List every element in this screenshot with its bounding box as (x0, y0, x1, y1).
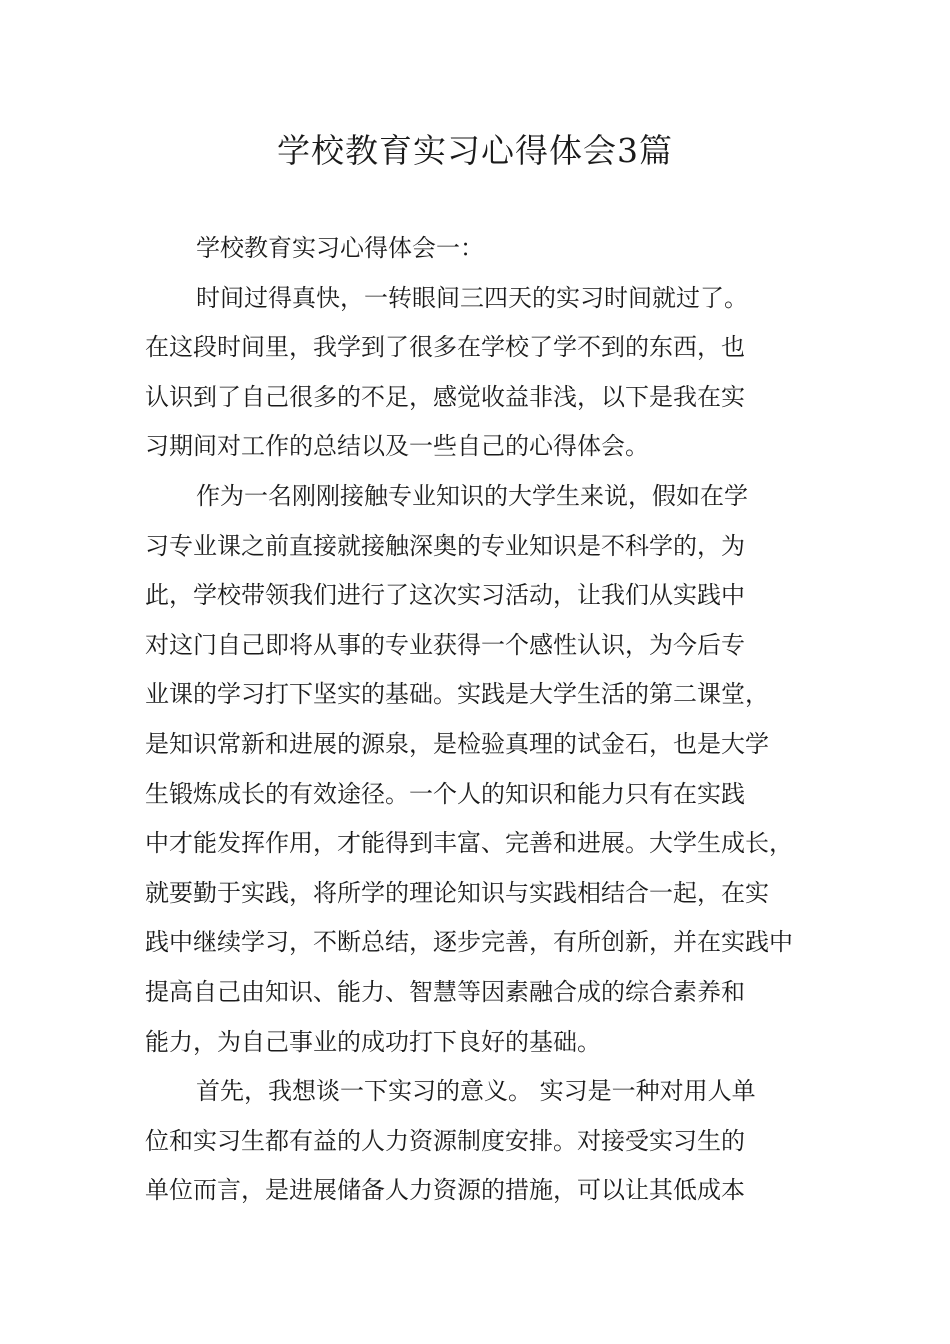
text-line: 对这门自己即将从事的专业获得一个感性认识，为今后专 (145, 630, 745, 659)
text-line: 能力，为自己事业的成功打下良好的基础。 (145, 1027, 601, 1056)
text-line: 是知识常新和进展的源泉，是检验真理的试金石，也是大学 (145, 729, 769, 758)
text-line: 践中继续学习，不断总结，逐步完善，有所创新，并在实践中 (145, 928, 793, 957)
text-line: 中才能发挥作用，才能得到丰富、完善和进展。大学生成长， (145, 829, 793, 858)
text-line: 此，学校带领我们进行了这次实习活动，让我们从实践中 (145, 581, 745, 610)
text-line: 认识到了自己很多的不足，感觉收益非浅，以下是我在实 (145, 382, 745, 411)
document-body (145, 224, 810, 1216)
text-line: 时间过得真快，一转眼间三四天的实习时间就过了。 (196, 283, 748, 312)
text-line: 作为一名刚刚接触专业知识的大学生来说，假如在学 (196, 481, 748, 510)
document-title: 学校教育实习心得体会3篇 (277, 131, 673, 170)
text-line: 习专业课之前直接就接触深奥的专业知识是不科学的，为 (145, 531, 745, 560)
text-line: 提高自己由知识、能力、智慧等因素融合成的综合素养和 (145, 977, 745, 1006)
text-line: 习期间对工作的总结以及一些自己的心得体会。 (145, 432, 649, 461)
text-line: 在这段时间里，我学到了很多在学校了学不到的东西，也 (145, 333, 745, 362)
text-line: 生锻炼成长的有效途径。一个人的知识和能力只有在实践 (145, 779, 745, 808)
text-line: 业课的学习打下坚实的基础。实践是大学生活的第二课堂， (145, 680, 769, 709)
text-line: 学校教育实习心得体会一： (196, 234, 484, 262)
text-line: 就要勤于实践，将所学的理论知识与实践相结合一起，在实 (145, 878, 769, 907)
text-line: 单位而言，是进展储备人力资源的措施，可以让其低成本 (145, 1176, 745, 1205)
text-line: 位和实习生都有益的人力资源制度安排。对接受实习生的 (145, 1126, 745, 1155)
text-line: 首先，我想谈一下实习的意义。 实习是一种对用人单 (196, 1077, 756, 1106)
